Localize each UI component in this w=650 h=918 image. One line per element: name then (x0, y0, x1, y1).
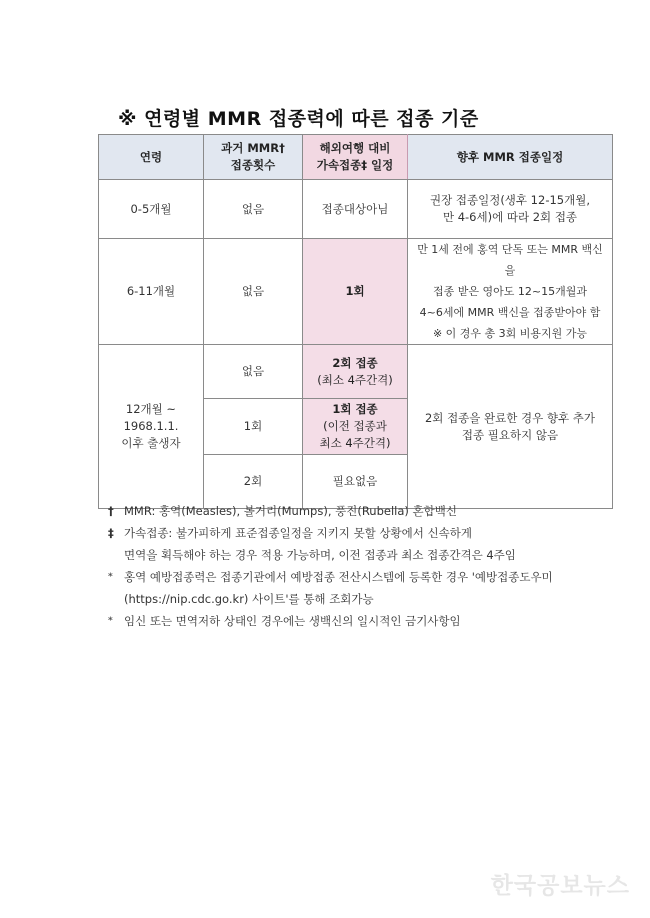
header-row (99, 135, 613, 180)
footnote-mmr: † MMR: 홍역(Measles), 볼거리(Mumps), 풍진(Rubella) 혼합백신 (108, 500, 608, 522)
past-doses-cell: 1회 (204, 399, 303, 455)
header-future-schedule: 향후 MMR 접종일정 (408, 135, 613, 180)
footnotes (108, 500, 608, 632)
footnote-accelerated-cont: 면역을 획득해야 하는 경우 적용 가능하며, 이전 접종과 최소 접종간격은 4주임 (124, 548, 516, 562)
header-past-doses: 과거 MMR† 접종횟수 (204, 135, 303, 180)
watermark: 한국공보뉴스 (490, 873, 630, 899)
future-schedule-cell: 권장 접종일정(생후 12-15개월, 만 4-6세)에 따라 2회 접종 (408, 180, 613, 239)
mmr-schedule-table (98, 134, 613, 509)
footnote-pregnancy: * 임신 또는 면역저하 상태인 경우에는 생백신의 일시적인 금기사항임 (108, 610, 608, 632)
age-cell: 12개월 ~ 1968.1.1. 이후 출생자 (99, 345, 204, 509)
future-schedule-cell: 만 1세 전에 홍역 단독 또는 MMR 백신을 접종 받은 영아도 12~15개월과 4~6세에 MMR 백신을 접종받아야 함 ※ 이 경우 총 3회 비용지원 가능 (408, 239, 613, 345)
footnote-history-cont: (https://nip.cdc.go.kr) 사이트'를 통해 조회가능 (124, 592, 374, 606)
age-cell: 0-5개월 (99, 180, 204, 239)
future-schedule-cell: 2회 접종을 완료한 경우 향후 추가 접종 필요하지 않음 (408, 345, 613, 509)
past-doses-cell: 없음 (204, 239, 303, 345)
double-dagger-marker: ‡ (108, 526, 114, 540)
header-age: 연령 (99, 135, 204, 180)
asterisk-marker: * (108, 616, 113, 626)
past-doses-cell: 없음 (204, 345, 303, 399)
travel-schedule-cell: 2회 접종 (최소 4주간격) (303, 345, 408, 399)
dagger-marker: † (108, 504, 114, 518)
footnote-history: * 홍역 예방접종력은 접종기관에서 예방접종 전산시스템에 등록한 경우 '예방접종도우미 (108, 566, 608, 588)
asterisk-marker: * (108, 572, 113, 582)
past-doses-cell: 2회 (204, 455, 303, 509)
header-travel-schedule: 해외여행 대비 가속접종‡ 일정 (303, 135, 408, 180)
footnote-accelerated: ‡ 가속접종: 불가피하게 표준접종일정을 지키지 못할 상황에서 신속하게 (108, 522, 608, 544)
travel-schedule-cell: 접종대상아님 (303, 180, 408, 239)
table-row (99, 180, 613, 239)
past-doses-cell: 없음 (204, 180, 303, 239)
age-cell: 6-11개월 (99, 239, 204, 345)
travel-schedule-cell: 필요없음 (303, 455, 408, 509)
travel-schedule-cell: 1회 접종 (이전 접종과 최소 4주간격) (303, 399, 408, 455)
travel-schedule-cell: 1회 (303, 239, 408, 345)
table-row (99, 239, 613, 345)
page-title: ※ 연령별 MMR 접종력에 따른 접종 기준 (118, 108, 479, 130)
table-row (99, 345, 613, 399)
